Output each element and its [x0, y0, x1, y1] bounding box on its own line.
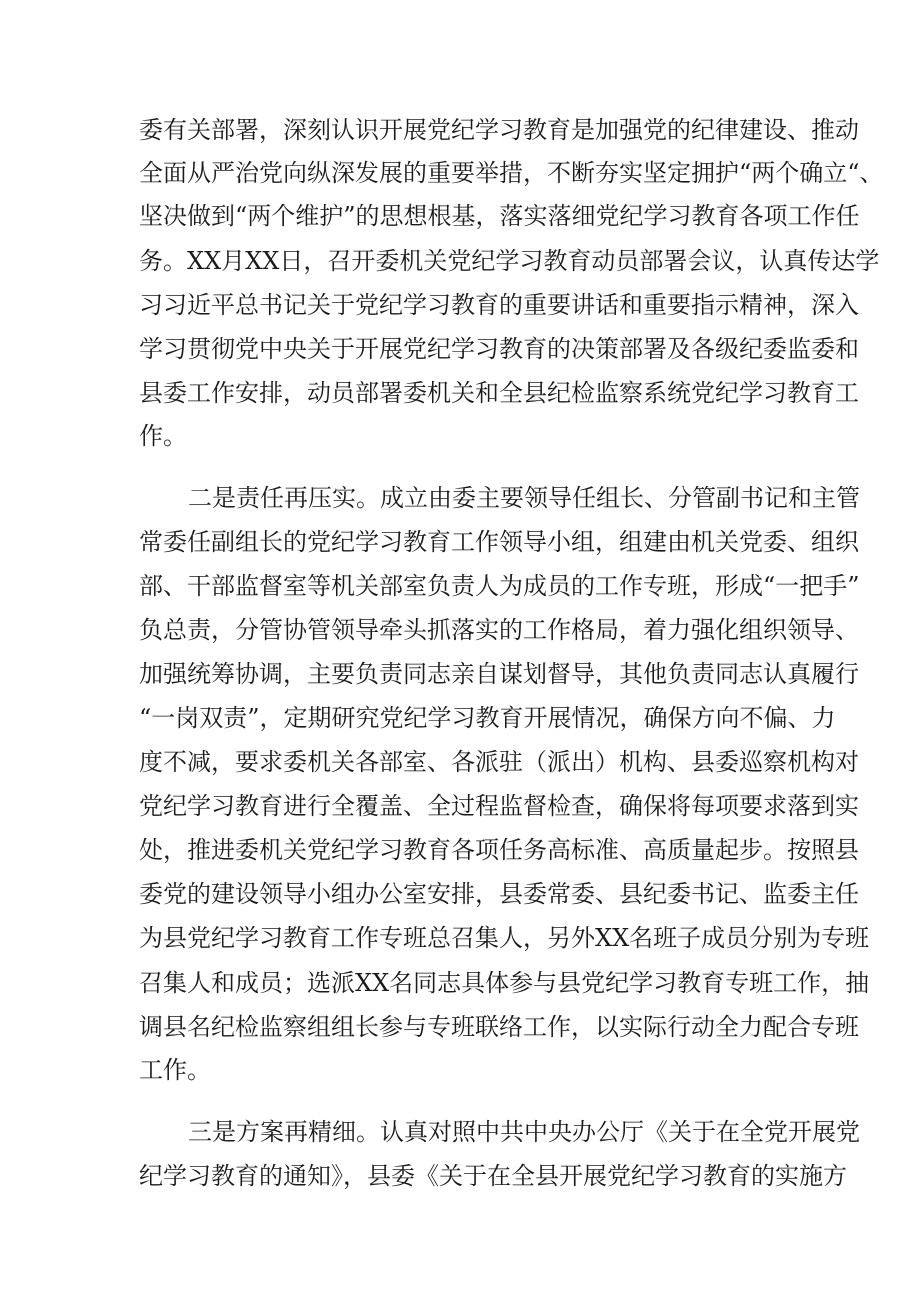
text-line — [0, 285, 920, 325]
line-text: 处，推进委机关党纪学习教育各项任务高标准、高质量起步。按照县 — [139, 836, 859, 864]
text-line — [0, 874, 920, 914]
line-text: 作。 — [139, 422, 187, 450]
text-line — [0, 329, 920, 369]
line-text: 纪学习教育的通知》，县委《关于在全县开展党纪学习教育的实施方 — [139, 1162, 847, 1190]
line-text: 学习贯彻党中央关于开展党纪学习教育的决策部署及各级纪委监委和 — [139, 335, 859, 363]
line-text: “一岗双责”，定期研究党纪学习教育开展情况，确保方向不偏、力 — [139, 704, 836, 732]
text-line — [0, 963, 920, 1003]
line-text: 负总责，分管协管领导牵头抓落实的工作格局，着力强化组织领导、 — [139, 616, 859, 644]
text-line — [0, 196, 920, 236]
text-line — [0, 416, 920, 456]
line-text: 调县名纪检监察组组长参与专班联络工作，以实际行动全力配合专班 — [139, 1013, 859, 1041]
line-text: 为县党纪学习教育工作专班总召集人，另外XX名班子成员分别为专班 — [139, 924, 870, 952]
text-line — [0, 610, 920, 650]
text-line — [0, 830, 920, 870]
line-text: 部、干部监督室等机关部室负责人为成员的工作专班，形成“一把手” — [139, 572, 860, 600]
text-line — [0, 1007, 920, 1047]
line-text: 坚决做到“两个维护”的思想根基，落实落细党纪学习教育各项工作任 — [139, 202, 860, 230]
text-line — [0, 1112, 920, 1152]
text-line — [0, 241, 920, 281]
text-line — [0, 478, 920, 518]
text-line — [0, 918, 920, 958]
line-text: 党纪学习教育进行全覆盖、全过程监督检查，确保将每项要求落到实 — [139, 792, 859, 820]
line-text: 全面从严治党向纵深发展的重要举措，不断夯实坚定拥护“两个确立“、 — [139, 159, 884, 187]
text-line — [0, 742, 920, 782]
line-text: 度不减，要求委机关各部室、各派驻（派出）机构、县委巡察机构对 — [139, 748, 859, 776]
line-text: 工作。 — [139, 1056, 211, 1084]
text-line — [0, 698, 920, 738]
line-text: 县委工作安排，动员部署委机关和全县纪检监察系统党纪学习教育工 — [139, 379, 859, 407]
text-line — [0, 373, 920, 413]
line-text: 召集人和成员；选派XX名同志具体参与县党纪学习教育专班工作，抽 — [139, 969, 870, 997]
text-line — [0, 654, 920, 694]
line-text: 三是方案再精细。认真对照中共中央办公厅《关于在全党开展党 — [188, 1118, 860, 1146]
line-text: 常委任副组长的党纪学习教育工作领导小组，组建由机关党委、组织 — [139, 528, 859, 556]
line-text: 加强统筹协调，主要负责同志亲自谋划督导，其他负责同志认真履行 — [139, 660, 859, 688]
text-line — [0, 786, 920, 826]
line-text: 务。XX月XX日，召开委机关党纪学习教育动员部署会议，认真传达学 — [139, 247, 880, 275]
line-text: 习习近平总书记关于党纪学习教育的重要讲话和重要指示精神，深入 — [139, 291, 859, 319]
text-line — [0, 153, 920, 193]
line-text: 委党的建设领导小组办公室安排，县委常委、县纪委书记、监委主任 — [139, 880, 859, 908]
text-line — [0, 566, 920, 606]
line-text: 委有关部署，深刻认识开展党纪学习教育是加强党的纪律建设、推动 — [139, 116, 859, 144]
text-line — [0, 110, 920, 150]
text-line — [0, 1156, 920, 1196]
line-text: 二是责任再压实。成立由委主要领导任组长、分管副书记和主管 — [188, 484, 860, 512]
text-line — [0, 1050, 920, 1090]
text-line — [0, 522, 920, 562]
